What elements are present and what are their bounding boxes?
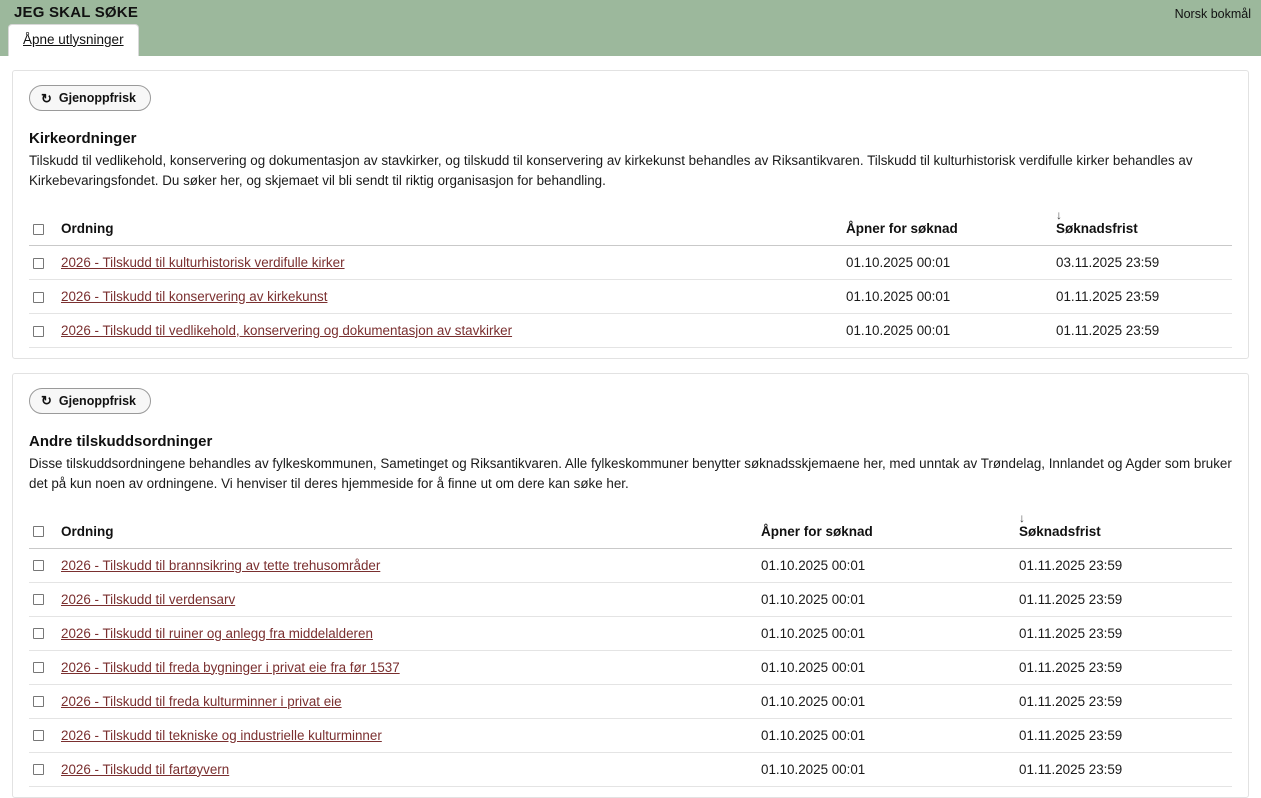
column-header-soknadsfrist-label: Søknadsfrist (1056, 220, 1138, 236)
row-select-cell (29, 718, 57, 752)
grant-link[interactable]: 2026 - Tilskudd til kulturhistorisk verdifulle kirker (61, 254, 345, 270)
tab-apne-utlysninger[interactable]: Åpne utlysninger (8, 24, 139, 56)
row-checkbox[interactable] (33, 696, 44, 707)
row-checkbox[interactable] (33, 764, 44, 775)
row-deadline-cell: 01.11.2025 23:59 (1015, 616, 1232, 650)
select-all-header (29, 204, 57, 246)
table-header-row (29, 507, 1232, 549)
column-header-soknadsfrist-label: Søknadsfrist (1019, 523, 1101, 539)
row-opens-cell: 01.10.2025 00:01 (757, 548, 1015, 582)
table-row (29, 245, 1232, 279)
refresh-button-label: Gjenoppfrisk (58, 91, 136, 105)
row-name-cell (57, 548, 757, 582)
row-select-cell (29, 616, 57, 650)
row-deadline-cell: 01.11.2025 23:59 (1015, 548, 1232, 582)
row-deadline-cell: 01.11.2025 23:59 (1015, 582, 1232, 616)
panel-kirkeordninger (12, 70, 1249, 359)
row-name-cell (57, 616, 757, 650)
row-name-cell (57, 718, 757, 752)
row-opens-cell: 01.10.2025 00:01 (757, 752, 1015, 786)
language-selector[interactable]: Norsk bokmål (1174, 7, 1251, 21)
table-row (29, 684, 1232, 718)
row-checkbox[interactable] (33, 258, 44, 269)
section-description-kirkeordninger: Tilskudd til vedlikehold, konservering og dokumentasjon av stavkirker, og tilskudd til konservering av kirkekunst behandles av Riksantikvaren. Tilskudd til kulturhistorisk verdifulle kirker behandles av Kirkebevaringsfondet. Du søker her, og skjemaet vil bli sendt til riktig organisasjon for behandling. (29, 153, 1193, 189)
refresh-icon: ↻ (41, 90, 52, 106)
row-name-cell (57, 313, 842, 347)
table-row (29, 718, 1232, 752)
row-deadline-cell: 01.11.2025 23:59 (1015, 752, 1232, 786)
row-select-cell (29, 245, 57, 279)
row-opens-cell: 01.10.2025 00:01 (757, 616, 1015, 650)
row-opens-cell: 01.10.2025 00:01 (842, 245, 1052, 279)
refresh-button-kirkeordninger[interactable] (29, 85, 151, 111)
row-deadline-cell: 01.11.2025 23:59 (1015, 718, 1232, 752)
row-checkbox[interactable] (33, 594, 44, 605)
row-deadline-cell: 03.11.2025 23:59 (1052, 245, 1232, 279)
row-name-cell (57, 752, 757, 786)
row-deadline-cell: 01.11.2025 23:59 (1015, 684, 1232, 718)
column-header-apner-for-soknad[interactable]: Åpner for søknad (757, 507, 1015, 549)
row-deadline-cell: 01.11.2025 23:59 (1052, 313, 1232, 347)
table-row (29, 650, 1232, 684)
row-select-cell (29, 582, 57, 616)
grant-link[interactable]: 2026 - Tilskudd til freda kulturminner i privat eie (61, 693, 342, 709)
row-select-cell (29, 548, 57, 582)
refresh-button-label: Gjenoppfrisk (58, 393, 136, 408)
main-content (0, 56, 1261, 777)
row-deadline-cell: 01.11.2025 23:59 (1052, 279, 1232, 313)
select-all-checkbox[interactable] (33, 224, 44, 235)
row-select-cell (29, 313, 57, 347)
row-opens-cell: 01.10.2025 00:01 (842, 279, 1052, 313)
refresh-icon: ↻ (41, 393, 52, 409)
row-checkbox[interactable] (33, 730, 44, 741)
sort-descending-icon: ↓ (1019, 510, 1025, 525)
row-select-cell (29, 279, 57, 313)
row-checkbox[interactable] (33, 628, 44, 639)
app-header (0, 0, 1261, 56)
row-checkbox[interactable] (33, 662, 44, 673)
refresh-button-andre-tilskuddsordninger[interactable] (29, 388, 151, 414)
row-opens-cell: 01.10.2025 00:01 (842, 313, 1052, 347)
grant-table-andre-tilskuddsordninger (29, 507, 1232, 787)
grant-link[interactable]: 2026 - Tilskudd til freda bygninger i privat eie fra før 1537 (61, 659, 400, 675)
table-row (29, 616, 1232, 650)
section-title-andre-tilskuddsordninger: Andre tilskuddsordninger (29, 432, 213, 450)
row-deadline-cell: 01.11.2025 23:59 (1015, 650, 1232, 684)
row-name-cell (57, 684, 757, 718)
table-row (29, 313, 1232, 347)
row-name-cell (57, 650, 757, 684)
table-row (29, 752, 1232, 786)
table-row (29, 582, 1232, 616)
grant-link[interactable]: 2026 - Tilskudd til verdensarv (61, 591, 236, 607)
select-all-checkbox[interactable] (33, 526, 44, 537)
row-name-cell (57, 245, 842, 279)
row-checkbox[interactable] (33, 326, 44, 337)
table-header-row (29, 204, 1232, 246)
row-opens-cell: 01.10.2025 00:01 (757, 684, 1015, 718)
page-title: JEG SKAL SØKE (14, 4, 139, 21)
grant-link[interactable]: 2026 - Tilskudd til tekniske og industrielle kulturminner (61, 727, 382, 743)
row-checkbox[interactable] (33, 292, 44, 303)
grant-link[interactable]: 2026 - Tilskudd til fartøyvern (61, 761, 230, 777)
column-header-soknadsfrist[interactable] (1015, 507, 1232, 549)
grant-link[interactable]: 2026 - Tilskudd til brannsikring av tette trehusområder (61, 557, 381, 573)
section-description-andre-tilskuddsordninger: Disse tilskuddsordningene behandles av fylkeskommunen, Sametinget og Riksantikvaren. Alle fylkeskommuner benytter søknadsskjemaene her, med unntak av Trøndelag, Innlandet og Agder som bruker det på kun noen av ordningene. Vi henviser til deres hjemmeside for å finne ut om dere kan søke her. (29, 455, 1232, 492)
column-header-ordning[interactable]: Ordning (57, 204, 842, 246)
column-header-soknadsfrist[interactable] (1052, 204, 1232, 246)
column-header-apner-for-soknad[interactable]: Åpner for søknad (842, 204, 1052, 246)
sort-descending-icon: ↓ (1056, 207, 1062, 222)
row-opens-cell: 01.10.2025 00:01 (757, 582, 1015, 616)
tab-bar (8, 24, 139, 56)
row-opens-cell: 01.10.2025 00:01 (757, 650, 1015, 684)
row-checkbox[interactable] (33, 560, 44, 571)
section-title-kirkeordninger: Kirkeordninger (29, 130, 137, 147)
row-select-cell (29, 650, 57, 684)
grant-link[interactable]: 2026 - Tilskudd til ruiner og anlegg fra middelalderen (61, 625, 373, 641)
row-select-cell (29, 752, 57, 786)
select-all-header (29, 507, 57, 549)
row-select-cell (29, 684, 57, 718)
table-row (29, 279, 1232, 313)
grant-link[interactable]: 2026 - Tilskudd til vedlikehold, konservering og dokumentasjon av stavkirker (61, 322, 513, 338)
grant-table-kirkeordninger (29, 204, 1232, 348)
row-opens-cell: 01.10.2025 00:01 (757, 718, 1015, 752)
row-name-cell (57, 279, 842, 313)
panel-andre-tilskuddsordninger (12, 373, 1249, 798)
column-header-ordning[interactable]: Ordning (57, 507, 757, 549)
grant-link[interactable]: 2026 - Tilskudd til konservering av kirkekunst (61, 288, 328, 304)
row-name-cell (57, 582, 757, 616)
table-row (29, 548, 1232, 582)
